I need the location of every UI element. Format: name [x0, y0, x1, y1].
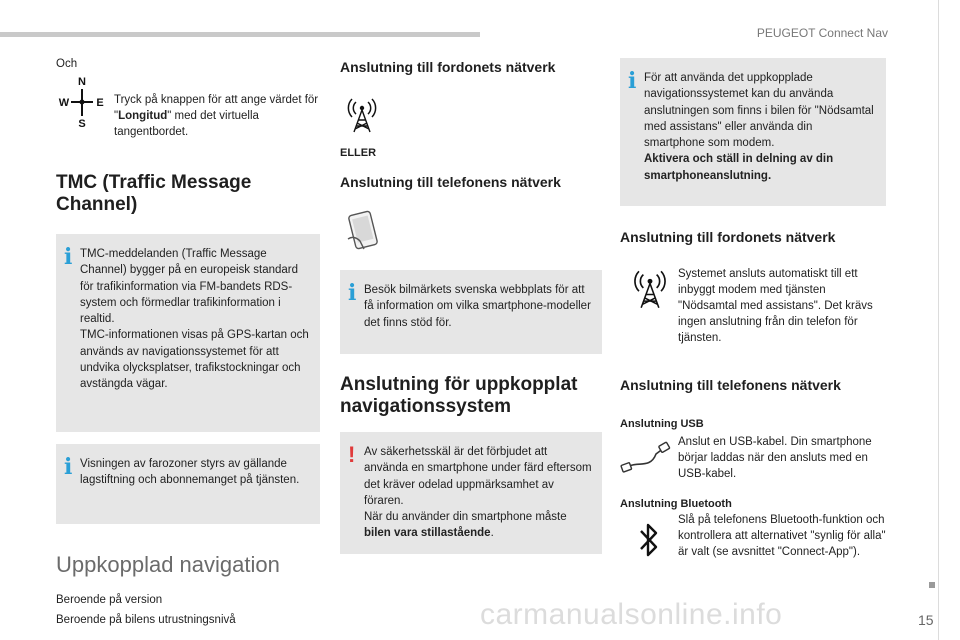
och-label: Och [56, 58, 78, 70]
bluetooth-row [620, 512, 886, 565]
connected-nav-title: Anslutning för uppkopplat navigationssystem [340, 374, 578, 417]
vehicle-network-row [620, 266, 886, 346]
equipment-note: Beroende på bilens utrustningsnivå [56, 614, 236, 626]
tmc-title: TMC (Traffic Message Channel) [56, 172, 252, 215]
svg-text:N: N [78, 76, 86, 88]
phone-network-title-right: Anslutning till telefonens nätverk [620, 377, 841, 393]
antenna-icon [344, 96, 602, 139]
brand-label: PEUGEOT Connect Nav [756, 26, 888, 40]
compass-icon [56, 74, 114, 133]
tmc-info-note: i TMC-meddelanden (Traffic Message Channel) bygger på en europeisk standard för trafikinformation via FM-bandets RDS-system och förmedlar trafikinformation i realtid. TMC-informationen visas på GPS-kartan och används av navigationssystemet för att undvika olycksplatser, trafikstockningar och avstängda vägar. [56, 234, 320, 432]
vehicle-network-text: Systemet ansluts automatiskt till ett inbyggt modem med tjänsten "Nödsamtal med assistans". Det krävs ingen anslutning från din telefon för tjänsten. [678, 268, 873, 344]
side-rule [938, 0, 939, 640]
vehicle-network-title: Anslutning till fordonets nätverk [340, 59, 556, 75]
usb-text: Anslut en USB-kabel. Din smartphone börjar laddas när den ansluts med en USB-kabel. [678, 436, 872, 480]
connected-nav-info-note: i För att använda det uppkopplade navigationssystemet kan du använda anslutningen som finns i bilen för "Nödsamtal med assistans" eller använda din smartphone som modem. Aktivera och ställ in delning av din smartphoneanslutning. [620, 58, 886, 206]
column-right [620, 58, 886, 565]
longitude-text: Tryck på knappen för att ange värdet för "Longitud" med det virtuella tangentbordet. [114, 94, 319, 138]
connected-navigation-title: Uppkopplad navigation [56, 552, 280, 577]
phone-network-title: Anslutning till telefonens nätverk [340, 174, 561, 190]
column-left [56, 56, 320, 628]
smartphone-icon [342, 209, 602, 256]
page-number: 15 [918, 612, 934, 628]
svg-text:S: S [78, 118, 86, 128]
usb-cable-icon [620, 434, 678, 481]
svg-text:E: E [96, 97, 104, 109]
column-middle [340, 56, 602, 554]
safety-warning-note: ! Av säkerhetsskäl är det förbjudet att använda en smartphone under färd eftersom det kräver odelad uppmärksamhet av föraren. När du använder din smartphone måste bilen vara stillastående. [340, 432, 602, 554]
bluetooth-icon [620, 512, 678, 565]
svg-text:W: W [58, 97, 70, 109]
or-label: ELLER [340, 147, 377, 159]
info-icon: i [348, 280, 357, 306]
usb-row [620, 434, 886, 482]
longitude-row [56, 74, 320, 140]
usb-label: Anslutning USB [620, 418, 704, 430]
info-icon: i [64, 454, 73, 480]
header-rule [0, 32, 480, 37]
version-note: Beroende på version [56, 594, 163, 606]
danger-zone-note: i Visningen av farozoner styrs av gällande lagstiftning och abonnemanget på tjänsten. [56, 444, 320, 524]
bluetooth-text: Slå på telefonens Bluetooth-funktion och kontrollera att alternativet "synlig för alla" är valt (se avsnittet "Connect-App"). [678, 514, 886, 558]
info-icon: i [628, 68, 637, 94]
info-icon: i [64, 244, 73, 270]
bluetooth-label: Anslutning Bluetooth [620, 498, 732, 510]
website-info-note: i Besök bilmärkets svenska webbplats för att få information om vilka smartphone-modeller det finns stöd för. [340, 270, 602, 354]
page-marker [929, 582, 935, 588]
vehicle-network-title-right: Anslutning till fordonets nätverk [620, 229, 836, 245]
watermark: carmanualsonline.info [480, 598, 783, 631]
antenna-icon [620, 266, 678, 315]
warning-icon: ! [348, 442, 356, 467]
